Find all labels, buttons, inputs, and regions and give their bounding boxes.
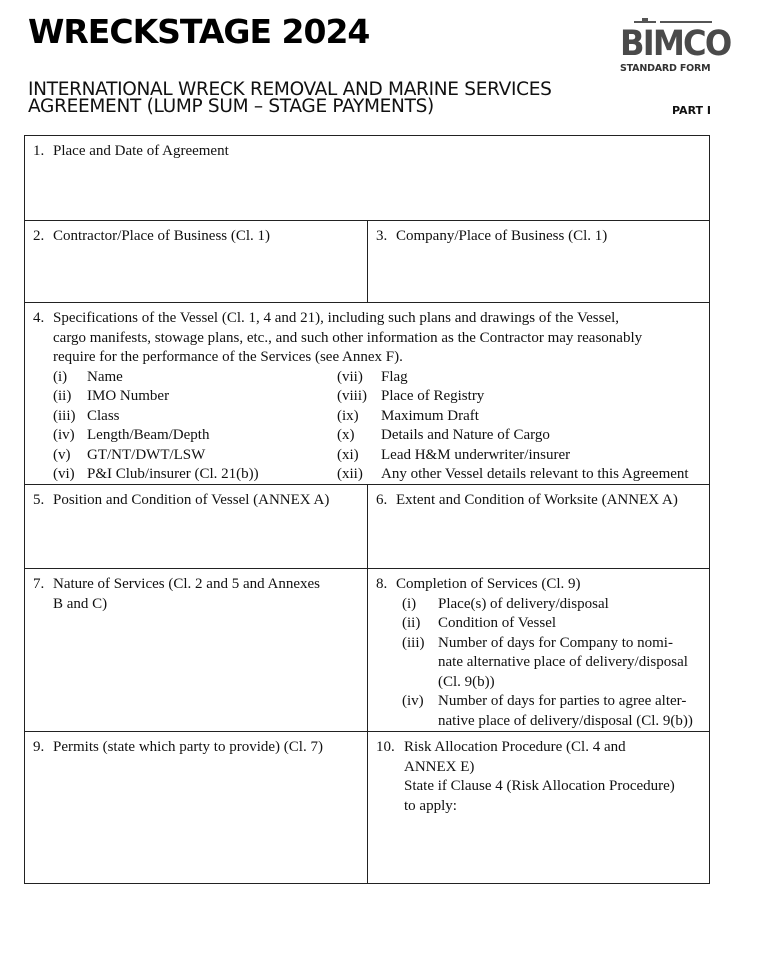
box-3-company[interactable] <box>367 221 709 303</box>
box-label-line-2: B and C) <box>53 595 108 612</box>
box-label: Contractor/Place of Business (Cl. 1) <box>53 228 271 244</box>
completion-item: (iii) Number of days for Company to nomi- nate alternative place of delivery/disposal (Cl. 9(b)) <box>402 634 688 690</box>
spec-item: (x) Details and Nature of Cargo <box>337 427 550 443</box>
box-7-nature-of-services[interactable] <box>25 569 367 732</box>
box-text-line-3: require for the performance of the Services (see Annex F). <box>53 349 403 365</box>
box-label: Completion of Services (Cl. 9) <box>396 576 581 592</box>
spec-item: (viii) Place of Registry <box>337 388 485 404</box>
box-6-worksite[interactable] <box>367 485 709 569</box>
box-label-line-1: Risk Allocation Procedure (Cl. 4 and <box>404 739 626 755</box>
spec-item: (xi) Lead H&M underwriter/insurer <box>337 446 571 463</box>
box-1-place-date[interactable] <box>25 136 709 221</box>
vessel-spec-list <box>33 368 701 485</box>
box-4-vessel-specifications[interactable] <box>25 303 709 485</box>
spec-item: (iv) Length/Beam/Depth <box>53 427 210 443</box>
spec-item: (iii) Class <box>53 407 120 424</box>
form-subtitle <box>28 81 552 115</box>
box-5-vessel-position[interactable] <box>25 485 367 569</box>
box-label-line-3: State if Clause 4 (Risk Allocation Procedure) <box>404 778 675 794</box>
box-label: Place and Date of Agreement <box>53 143 229 159</box>
subtitle-line-1: INTERNATIONAL WRECK REMOVAL AND MARINE SERVICES <box>28 79 552 100</box>
part-label: PART I <box>672 104 711 117</box>
box-number: 3. <box>376 228 388 244</box>
spec-item: (i) Name <box>53 368 123 385</box>
box-label-line-1: Nature of Services (Cl. 2 and 5 and Annexes <box>53 576 321 592</box>
spec-item: (vi) P&I Club/insurer (Cl. 21(b)) <box>53 466 259 482</box>
spec-item: (ii) IMO Number <box>53 388 170 404</box>
box-text-line-2: cargo manifests, stowage plans, etc., and such other information as the Contractor may reasonably <box>53 329 643 346</box>
box-2-contractor[interactable] <box>25 221 367 303</box>
spec-item: (v) GT/NT/DWT/LSW <box>53 446 206 463</box>
box-number: 1. <box>33 143 45 159</box>
box-number: 9. <box>33 739 45 755</box>
box-label: Position and Condition of Vessel (ANNEX A) <box>53 492 330 508</box>
box-label: Permits (state which party to provide) (Cl. 7) <box>53 739 323 755</box>
logo-subtext: STANDARD FORM <box>620 63 711 74</box>
box-number: 8. <box>376 576 388 592</box>
box-number: 5. <box>33 492 45 508</box>
box-8-completion-of-services[interactable] <box>367 569 709 732</box>
spec-item: (vii) Flag <box>337 368 408 385</box>
box-label-line-2: ANNEX E) <box>404 758 475 775</box>
subtitle-line-2: AGREEMENT (LUMP SUM – STAGE PAYMENTS) <box>28 96 434 117</box>
box-label-line-4: to apply: <box>404 797 457 814</box>
box-number: 10. <box>376 739 395 755</box>
form-title: WRECKSTAGE 2024 <box>28 12 370 51</box>
box-label: Extent and Condition of Worksite (ANNEX A) <box>396 492 678 508</box>
bimco-logo <box>620 18 731 74</box>
spec-item: (xii) Any other Vessel details relevant to this Agreement <box>337 466 689 482</box>
completion-items-list <box>376 595 701 732</box>
vessel-spec-right-column <box>337 368 689 485</box>
box-10-risk-allocation[interactable] <box>367 732 709 883</box>
logo-wordmark: BIMCO <box>620 24 731 64</box>
box-number: 4. <box>33 310 45 326</box>
completion-item: (i) Place(s) of delivery/disposal <box>402 595 609 612</box>
box-9-permits[interactable] <box>25 732 367 883</box>
box-number: 6. <box>376 492 388 508</box>
box-number: 7. <box>33 576 45 592</box>
completion-item: (iv) Number of days for parties to agree alter- native place of delivery/disposal (Cl. 9(b)) <box>402 693 693 729</box>
box-label: Company/Place of Business (Cl. 1) <box>396 228 608 244</box>
box-text-line-1: Specifications of the Vessel (Cl. 1, 4 and 21), including such plans and drawings of the Vessel, <box>53 310 620 326</box>
form-frame <box>24 135 710 884</box>
spec-item: (ix) Maximum Draft <box>337 407 479 424</box>
box-number: 2. <box>33 228 45 244</box>
completion-item: (ii) Condition of Vessel <box>402 615 557 631</box>
vessel-spec-left-column <box>53 368 337 485</box>
